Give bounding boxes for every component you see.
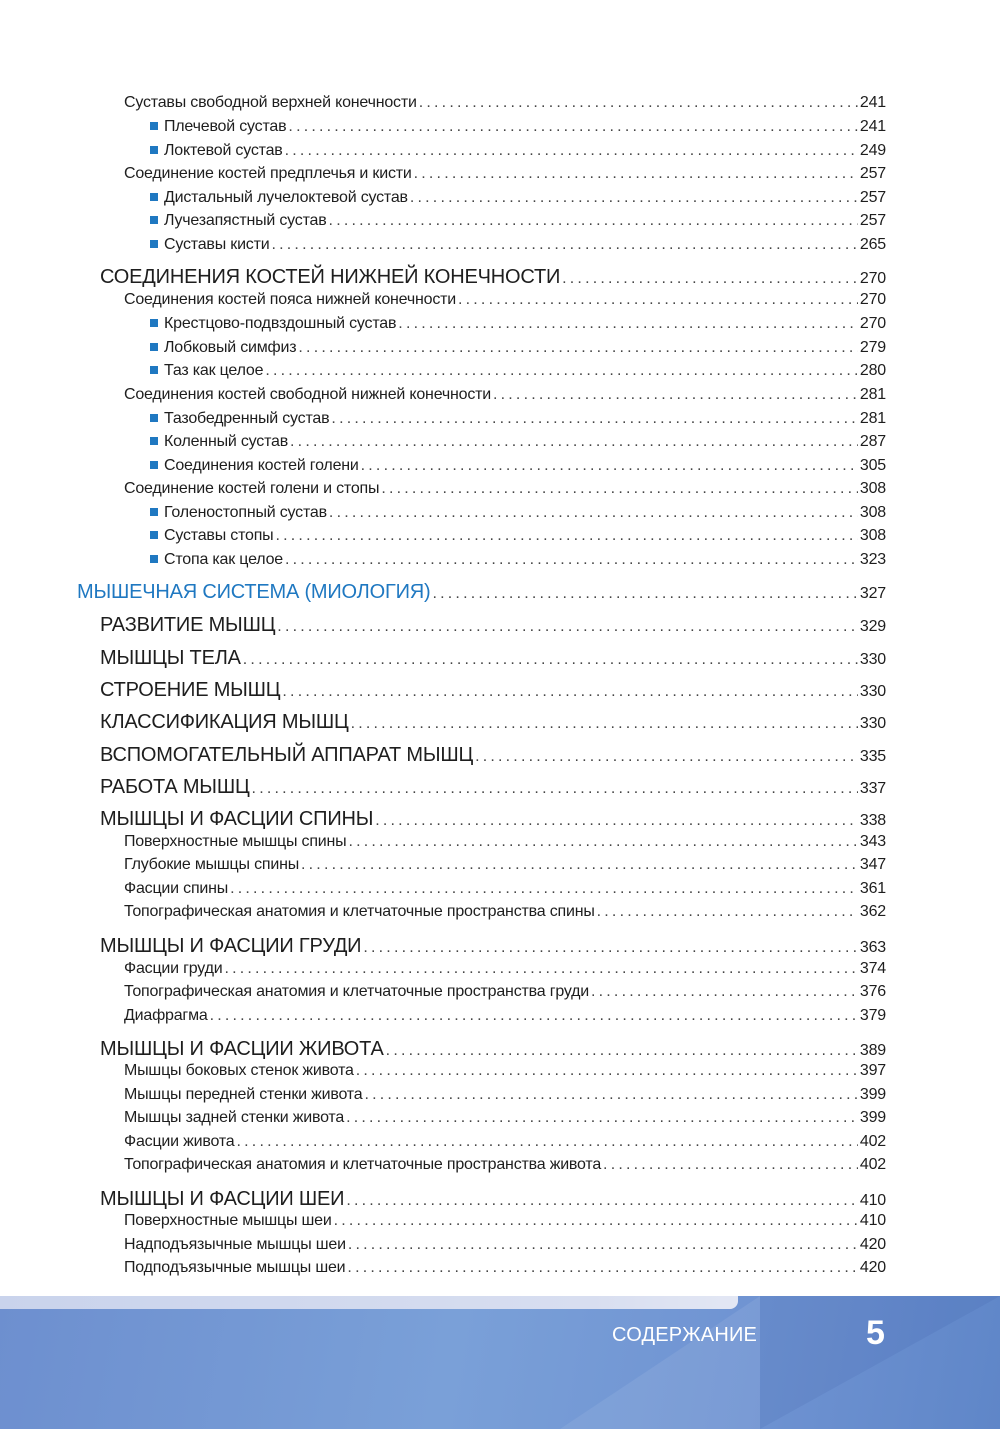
dot-leader — [562, 270, 858, 288]
dot-leader — [414, 165, 858, 183]
toc-entry[interactable] — [0, 94, 886, 112]
toc-entry-title: Диафрагма — [124, 1007, 208, 1024]
toc-entry-title: Соединения костей пояса нижней конечности — [124, 291, 456, 308]
toc-entry[interactable] — [0, 457, 886, 475]
toc-entry-page: 389 — [859, 1042, 886, 1059]
dot-leader — [301, 856, 858, 874]
toc-entry[interactable] — [0, 315, 886, 333]
toc-entry-title: Мышцы боковых стенок живота — [124, 1062, 354, 1079]
toc-entry-title: Стопа как целое — [164, 551, 283, 568]
dot-leader — [597, 903, 858, 921]
toc-entry-title: МЫШЦЫ И ФАСЦИИ СПИНЫ — [100, 808, 374, 830]
toc-entry-title: КЛАССИФИКАЦИЯ МЫШЦ — [100, 711, 349, 733]
toc-entry-page: 265 — [859, 236, 886, 253]
square-bullet-icon — [150, 437, 158, 445]
toc-entry-title: Соединения костей голени — [164, 457, 359, 474]
dot-leader — [277, 618, 858, 636]
toc-entry-page: 329 — [859, 618, 886, 635]
toc-entry[interactable] — [0, 433, 886, 451]
toc-entry-page: 257 — [859, 212, 886, 229]
toc-entry-title: ВСПОМОГАТЕЛЬНЫЙ АППАРАТ МЫШЦ — [100, 744, 474, 766]
toc-entry-page: 420 — [859, 1236, 886, 1253]
toc-entry-page: 305 — [859, 457, 886, 474]
toc-entry-title: Топографическая анатомия и клетчаточные пространства живота — [124, 1156, 602, 1173]
toc-entry-page: 270 — [859, 270, 886, 287]
toc-entry-page: 376 — [859, 983, 886, 1000]
toc-entry-page: 257 — [859, 165, 886, 182]
dot-leader — [375, 812, 858, 830]
dot-leader — [271, 236, 857, 254]
toc-entry-page: 330 — [859, 651, 886, 668]
toc-entry[interactable] — [0, 551, 886, 569]
toc-entry[interactable] — [0, 339, 886, 357]
toc-entry-page: 402 — [859, 1156, 886, 1173]
toc-entry[interactable] — [0, 142, 886, 160]
toc-entry-page: 402 — [859, 1133, 886, 1150]
toc-entry-title: Соединение костей предплечья и кисти — [124, 165, 412, 182]
running-footer-title: СОДЕРЖАНИЕ — [612, 1324, 758, 1346]
toc-entry[interactable] — [0, 808, 886, 831]
toc-entry-page: 399 — [859, 1086, 886, 1103]
square-bullet-icon — [150, 531, 158, 539]
toc-entry-page: 347 — [859, 856, 886, 873]
toc-entry-title: Локтевой сустав — [164, 142, 283, 159]
toc-entry-page: 257 — [859, 189, 886, 206]
toc-entry[interactable] — [0, 1156, 886, 1174]
toc-entry-title: Мышцы передней стенки живота — [124, 1086, 363, 1103]
toc-entry-title: СТРОЕНИЕ МЫШЦ — [100, 679, 281, 701]
toc-entry[interactable] — [0, 1212, 886, 1230]
toc-entry-page: 327 — [859, 585, 886, 602]
toc-entry[interactable] — [0, 935, 886, 958]
footer-facet — [560, 1296, 760, 1429]
toc-entry[interactable] — [0, 903, 886, 921]
toc-entry[interactable] — [0, 527, 886, 545]
toc-entry-title: Дистальный лучелоктевой сустав — [164, 189, 408, 206]
toc-entry-title: Лобковый симфиз — [164, 339, 297, 356]
square-bullet-icon — [150, 366, 158, 374]
toc-entry-title: СОЕДИНЕНИЯ КОСТЕЙ НИЖНЕЙ КОНЕЧНОСТИ — [100, 266, 561, 288]
dot-leader — [265, 362, 858, 380]
toc-entry[interactable] — [0, 1133, 886, 1151]
dot-leader — [475, 748, 858, 766]
dot-leader — [361, 457, 858, 475]
toc-entry[interactable] — [0, 647, 886, 670]
toc-entry[interactable] — [0, 679, 886, 702]
dot-leader — [386, 1042, 858, 1060]
toc-entry[interactable] — [0, 212, 886, 230]
dot-leader — [210, 1007, 858, 1025]
toc-entry[interactable] — [0, 189, 886, 207]
dot-leader — [458, 291, 858, 309]
toc-entry-title: Фасции груди — [124, 960, 223, 977]
square-bullet-icon — [150, 461, 158, 469]
toc-entry[interactable] — [0, 118, 886, 136]
toc-entry[interactable] — [0, 291, 886, 309]
dot-leader — [243, 651, 858, 669]
toc-entry-title: Соединение костей голени и стопы — [124, 480, 380, 497]
toc-entry-title: РАБОТА МЫШЦ — [100, 776, 250, 798]
toc-entry[interactable] — [0, 1038, 886, 1061]
page-number: 5 — [866, 1314, 885, 1352]
toc-entry-title: Коленный сустав — [164, 433, 289, 450]
dot-leader — [410, 189, 858, 207]
toc-entry-page: 323 — [859, 551, 886, 568]
toc-entry-page: 241 — [859, 94, 886, 111]
dot-leader — [347, 1259, 857, 1277]
toc-entry-page: 410 — [859, 1212, 886, 1229]
toc-entry-title: Мышцы задней стенки живота — [124, 1109, 345, 1126]
toc-entry-page: 338 — [859, 812, 886, 829]
toc-entry[interactable] — [0, 776, 886, 799]
toc-entry-title: Суставы стопы — [164, 527, 274, 544]
toc-entry-page: 397 — [859, 1062, 886, 1079]
toc-entry-page: 279 — [859, 339, 886, 356]
dot-leader — [351, 715, 858, 733]
toc-entry-page: 337 — [859, 780, 886, 797]
dot-leader — [381, 480, 858, 498]
footer-band — [0, 1296, 1000, 1429]
toc-entry-page: 241 — [859, 118, 886, 135]
toc-entry-title: РАЗВИТИЕ МЫШЦ — [100, 614, 276, 636]
dot-leader — [285, 551, 858, 569]
toc-entry-page: 280 — [859, 362, 886, 379]
toc-entry-page: 281 — [859, 386, 886, 403]
toc-entry-page: 399 — [859, 1109, 886, 1126]
toc-entry-page: 308 — [859, 527, 886, 544]
toc-entry-title: Суставы кисти — [164, 236, 270, 253]
dot-leader — [285, 142, 858, 160]
toc-entry[interactable] — [0, 410, 886, 428]
toc-entry-page: 410 — [859, 1192, 886, 1209]
toc-entry-title: Глубокие мышцы спины — [124, 856, 300, 873]
toc-entry-page: 330 — [859, 683, 886, 700]
dot-leader — [331, 410, 857, 428]
dot-leader — [591, 983, 858, 1001]
toc-entry[interactable] — [0, 386, 886, 404]
toc-entry[interactable] — [0, 1236, 886, 1254]
toc-entry-page: 335 — [859, 748, 886, 765]
dot-leader — [230, 880, 858, 898]
toc-entry-page: 374 — [859, 960, 886, 977]
toc-entry-title: МЫШЕЧНАЯ СИСТЕМА (МИОЛОГИЯ) — [77, 581, 431, 603]
toc-entry-page: 379 — [859, 1007, 886, 1024]
toc-entry[interactable] — [0, 504, 886, 522]
square-bullet-icon — [150, 319, 158, 327]
dot-leader — [329, 504, 858, 522]
dot-leader — [334, 1212, 858, 1230]
toc-entry[interactable] — [0, 581, 886, 604]
square-bullet-icon — [150, 193, 158, 201]
toc-entry-title: Крестцово-подвздошный сустав — [164, 315, 397, 332]
toc-entry[interactable] — [0, 236, 886, 254]
toc-entry-title: МЫШЦЫ ТЕЛА — [100, 647, 241, 669]
toc-entry-title: Топографическая анатомия и клетчаточные пространства спины — [124, 903, 595, 920]
toc-entry[interactable] — [0, 983, 886, 1001]
dot-leader — [398, 315, 858, 333]
square-bullet-icon — [150, 414, 158, 422]
toc-entry-page: 362 — [859, 903, 886, 920]
toc-entry[interactable] — [0, 1259, 886, 1277]
toc-entry-title: Суставы свободной верхней конечности — [124, 94, 417, 111]
toc-entry-title: Подподъязычные мышцы шеи — [124, 1259, 346, 1276]
toc-entry-page: 270 — [859, 291, 886, 308]
dot-leader — [282, 683, 857, 701]
dot-leader — [346, 1109, 858, 1127]
toc-entry-title: Плечевой сустав — [164, 118, 287, 135]
dot-leader — [356, 1062, 858, 1080]
toc-entry-title: МЫШЦЫ И ФАСЦИИ ШЕИ — [100, 1188, 345, 1210]
toc-entry[interactable] — [0, 362, 886, 380]
toc-entry-page: 343 — [859, 833, 886, 850]
toc-entry-page: 308 — [859, 480, 886, 497]
toc-entry-page: 363 — [859, 939, 886, 956]
toc-entry-title: Лучезапястный сустав — [164, 212, 327, 229]
toc-entry-page: 361 — [859, 880, 886, 897]
toc-entry-title: Поверхностные мышцы шеи — [124, 1212, 332, 1229]
square-bullet-icon — [150, 343, 158, 351]
toc-entry[interactable] — [0, 266, 886, 289]
dot-leader — [363, 939, 858, 957]
toc-entry[interactable] — [0, 614, 886, 637]
dot-leader — [493, 386, 858, 404]
toc-entry-title: Голеностопный сустав — [164, 504, 327, 521]
toc-entry-page: 287 — [859, 433, 886, 450]
toc-entry-page: 308 — [859, 504, 886, 521]
dot-leader — [432, 585, 857, 603]
toc-entry[interactable] — [0, 1007, 886, 1025]
toc-entry-title: Фасции живота — [124, 1133, 235, 1150]
toc-entry-title: МЫШЦЫ И ФАСЦИИ ГРУДИ — [100, 935, 362, 957]
toc-entry-page: 270 — [859, 315, 886, 332]
toc-entry-title: Поверхностные мышцы спины — [124, 833, 347, 850]
toc-entry[interactable] — [0, 880, 886, 898]
toc-entry[interactable] — [0, 1086, 886, 1104]
toc-entry-title: Фасции спины — [124, 880, 229, 897]
toc-entry-title: Топографическая анатомия и клетчаточные пространства груди — [124, 983, 589, 1000]
toc-entry[interactable] — [0, 856, 886, 874]
square-bullet-icon — [150, 146, 158, 154]
square-bullet-icon — [150, 122, 158, 130]
dot-leader — [224, 960, 857, 978]
dot-leader — [275, 527, 857, 545]
dot-leader — [288, 118, 857, 136]
dot-leader — [348, 833, 857, 851]
dot-leader — [298, 339, 857, 357]
toc-entry[interactable] — [0, 711, 886, 734]
square-bullet-icon — [150, 240, 158, 248]
dot-leader — [252, 780, 858, 798]
toc-entry[interactable] — [0, 744, 886, 767]
toc-entry[interactable] — [0, 165, 886, 183]
dot-leader — [364, 1086, 857, 1104]
toc-entry-page: 330 — [859, 715, 886, 732]
toc-entry-title: Надподъязычные мышцы шеи — [124, 1236, 346, 1253]
square-bullet-icon — [150, 555, 158, 563]
dot-leader — [237, 1133, 858, 1151]
dot-leader — [603, 1156, 858, 1174]
toc-entry-page: 281 — [859, 410, 886, 427]
toc-entry[interactable] — [0, 833, 886, 851]
square-bullet-icon — [150, 216, 158, 224]
toc-entry-page: 420 — [859, 1259, 886, 1276]
dot-leader — [290, 433, 858, 451]
toc-entry[interactable] — [0, 960, 886, 978]
dot-leader — [329, 212, 858, 230]
toc-entry[interactable] — [0, 480, 886, 498]
toc-entry-title: МЫШЦЫ И ФАСЦИИ ЖИВОТА — [100, 1038, 384, 1060]
toc-entry-title: Таз как целое — [164, 362, 264, 379]
toc-entry[interactable] — [0, 1109, 886, 1127]
dot-leader — [419, 94, 858, 112]
toc-entry[interactable] — [0, 1062, 886, 1080]
dot-leader — [346, 1192, 858, 1210]
square-bullet-icon — [150, 508, 158, 516]
toc-entry-title: Соединения костей свободной нижней конечности — [124, 386, 491, 403]
toc-entry-page: 249 — [859, 142, 886, 159]
dot-leader — [348, 1236, 858, 1254]
toc-entry-title: Тазобедренный сустав — [164, 410, 330, 427]
toc-entry[interactable] — [0, 1188, 886, 1211]
